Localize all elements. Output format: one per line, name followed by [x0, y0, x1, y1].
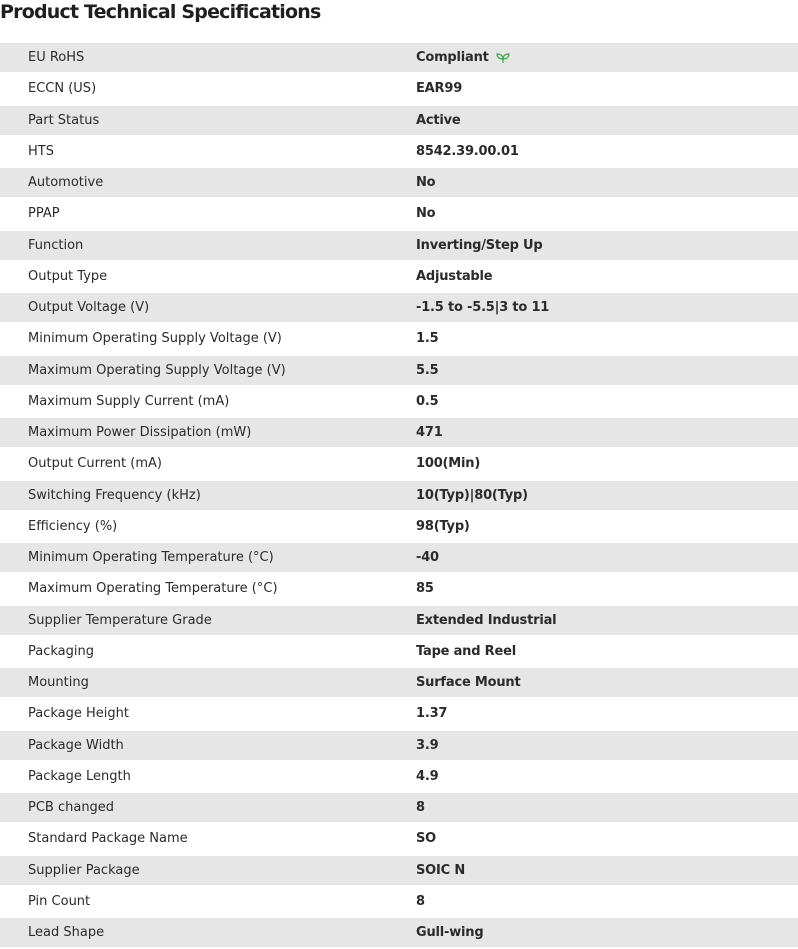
spec-value: Tape and Reel [416, 643, 516, 659]
spec-label: Packaging [28, 643, 94, 659]
spec-row-ppap [0, 198, 798, 229]
spec-value: Adjustable [416, 268, 493, 284]
spec-label: Switching Frequency (kHz) [28, 487, 201, 503]
spec-row-package-length [0, 761, 798, 792]
spec-row-packaging [0, 636, 798, 667]
spec-value-container [416, 50, 798, 65]
spec-row-supplier-package [0, 855, 798, 886]
spec-value: EAR99 [416, 81, 463, 97]
spec-label: Maximum Operating Supply Voltage (V) [28, 362, 286, 378]
spec-label: Function [28, 237, 84, 253]
spec-value: Surface Mount [416, 675, 521, 691]
spec-label: Package Height [28, 706, 129, 722]
spec-value: 471 [416, 425, 443, 441]
spec-row-pcb-changed [0, 792, 798, 823]
spec-row-max-supply-current [0, 386, 798, 417]
spec-row-mounting [0, 667, 798, 698]
spec-row-temperature-grade [0, 605, 798, 636]
spec-row-max-power-dissipation [0, 417, 798, 448]
spec-label: Output Current (mA) [28, 456, 162, 472]
spec-value: 8 [416, 800, 425, 816]
spec-value: 85 [416, 581, 434, 597]
spec-value: 100(Min) [416, 456, 481, 472]
spec-row-eu-rohs [0, 42, 798, 73]
spec-value: Gull-wing [416, 925, 484, 941]
spec-label: Maximum Operating Temperature (°C) [28, 581, 278, 597]
spec-value: Extended Industrial [416, 612, 557, 628]
spec-row-min-supply-voltage [0, 323, 798, 354]
spec-row-function [0, 230, 798, 261]
spec-value: Compliant [416, 50, 489, 66]
spec-row-standard-package-name [0, 823, 798, 854]
spec-label: Output Type [28, 268, 108, 284]
spec-label: Output Voltage (V) [28, 300, 150, 316]
spec-label: Minimum Operating Supply Voltage (V) [28, 331, 282, 347]
spec-label: Mounting [28, 675, 89, 691]
spec-label: Minimum Operating Temperature (°C) [28, 550, 274, 566]
spec-row-hts [0, 136, 798, 167]
spec-label: Automotive [28, 175, 104, 191]
spec-value: SO [416, 831, 437, 847]
spec-value: Active [416, 112, 461, 128]
spec-row-output-voltage [0, 292, 798, 323]
spec-label: Standard Package Name [28, 831, 188, 847]
leaf-icon [496, 52, 510, 64]
spec-label: EU RoHS [28, 50, 85, 66]
page-title: Product Technical Specifications [0, 1, 321, 23]
spec-label: ECCN (US) [28, 81, 97, 97]
spec-value: -40 [416, 550, 439, 566]
spec-label: Efficiency (%) [28, 518, 118, 534]
spec-value: -1.5 to -5.5|3 to 11 [416, 300, 550, 316]
spec-label: Package Length [28, 768, 131, 784]
spec-value: 4.9 [416, 768, 439, 784]
spec-value: No [416, 175, 436, 191]
spec-row-package-height [0, 698, 798, 729]
spec-row-eccn [0, 73, 798, 104]
spec-value: 5.5 [416, 362, 439, 378]
spec-row-output-type [0, 261, 798, 292]
spec-row-max-supply-voltage [0, 355, 798, 386]
spec-row-package-width [0, 730, 798, 761]
spec-label: PPAP [28, 206, 60, 222]
spec-label: Supplier Package [28, 862, 140, 878]
spec-value: 3.9 [416, 737, 439, 753]
spec-label: Supplier Temperature Grade [28, 612, 212, 628]
spec-row-lead-shape [0, 917, 798, 948]
spec-row-efficiency [0, 511, 798, 542]
spec-label: Part Status [28, 112, 100, 128]
spec-row-min-operating-temp [0, 542, 798, 573]
spec-label: Lead Shape [28, 925, 105, 941]
spec-row-part-status [0, 105, 798, 136]
spec-value: 10(Typ)|80(Typ) [416, 487, 528, 503]
spec-value: No [416, 206, 436, 222]
spec-label: HTS [28, 143, 54, 159]
spec-row-max-operating-temp [0, 573, 798, 604]
spec-label: Pin Count [28, 893, 91, 909]
spec-value: 8542.39.00.01 [416, 143, 519, 159]
spec-value: 8 [416, 893, 425, 909]
spec-row-automotive [0, 167, 798, 198]
spec-value: 98(Typ) [416, 518, 470, 534]
spec-row-pin-count [0, 886, 798, 917]
spec-value: Inverting/Step Up [416, 237, 543, 253]
spec-value: SOIC N [416, 862, 465, 878]
spec-label: Maximum Power Dissipation (mW) [28, 425, 252, 441]
spec-label: PCB changed [28, 800, 115, 816]
spec-label: Maximum Supply Current (mA) [28, 393, 230, 409]
spec-table [0, 42, 798, 948]
spec-row-output-current [0, 448, 798, 479]
spec-label: Package Width [28, 737, 124, 753]
spec-value: 1.5 [416, 331, 439, 347]
spec-value: 1.37 [416, 706, 448, 722]
spec-value: 0.5 [416, 393, 439, 409]
spec-row-switching-frequency [0, 480, 798, 511]
